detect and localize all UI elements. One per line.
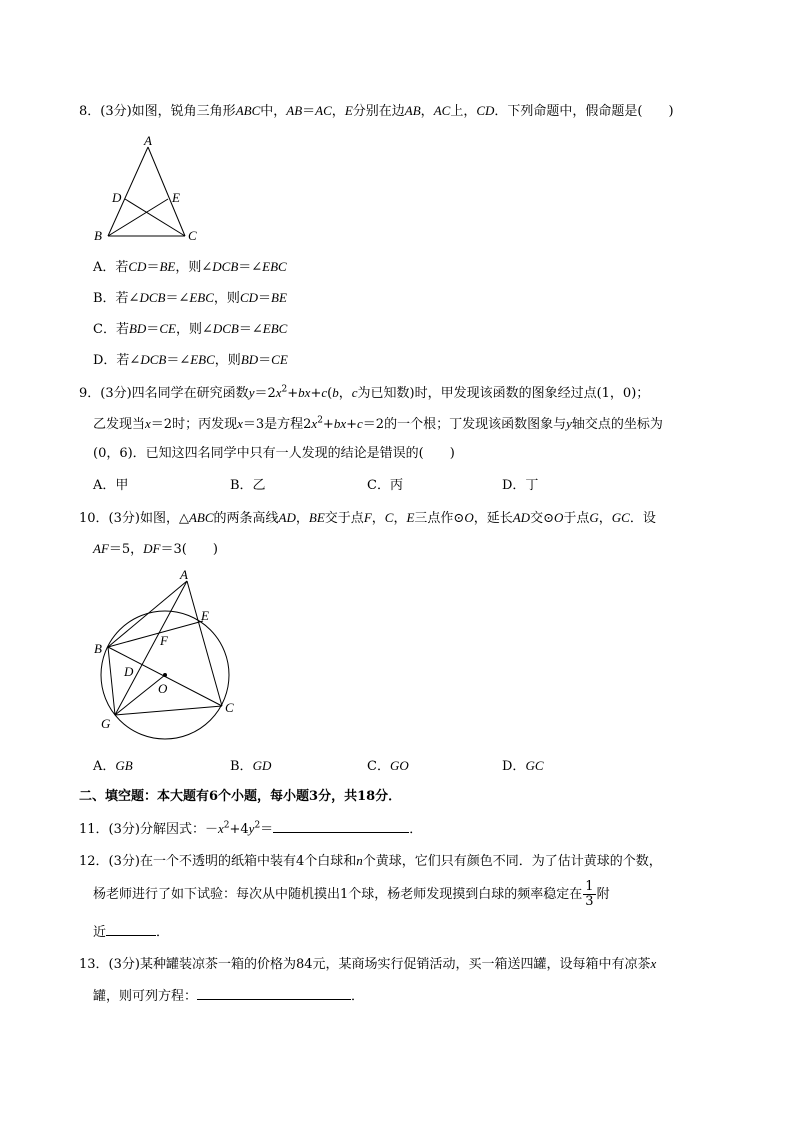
q8-option-d: D．若∠DCB＝∠EBC，则BD＝CE: [93, 352, 288, 368]
q10-label-f: F: [160, 633, 168, 648]
q10-line-2: AF＝5，DF＝3( ): [93, 541, 218, 557]
q10-label-a: A: [180, 567, 188, 582]
q11-line: 11．(3分)分解因式：$-x^2+4y^2=$ ．: [79, 820, 423, 837]
q10-option-d: D．GC: [502, 758, 544, 774]
q13-answer-blank[interactable]: [197, 986, 351, 1000]
q9-line-2: 乙发现当x＝2时；丙发现x＝3是方程$2x^2+bx+c=2$的一个根；丁发现该函数图象与y轴交点的坐标为: [93, 415, 663, 432]
q8-label-e: E: [172, 190, 180, 205]
q8-stem: 8．(3分)如图，锐角三角形ABC中，AB＝AC，E分别在边AB，AC上，CD．下列命题中，假命题是( ): [79, 103, 674, 119]
q9-line-3: (0，6)．已知这四名同学中只有一人发现的结论是错误的( ): [93, 446, 455, 461]
q10-label-d: D: [124, 664, 134, 679]
q9-line-1: 9．(3分)四名同学在研究函数$y=2x^2+bx+c(b$，c为已知数)时，甲发现该函数的图象经过点(1，0)；: [79, 384, 650, 401]
q10-label-e: E: [201, 608, 209, 623]
q10-option-b: B．GD: [230, 758, 272, 774]
q8-option-c: C．若BD＝CE，则∠DCB＝∠EBC: [93, 321, 288, 337]
q10-label-b: B: [94, 641, 102, 656]
q12-line-2: 杨老师进行了如下试验：每次从中随机摸出1个球，杨老师发现摸到白球的频率稳定在 $\frac{1}{3}$ 附: [93, 879, 610, 909]
q12-line-1: 12．(3分)在一个不透明的纸箱中装有4个白球和n个黄球，它们只有颜色不同．为了估计黄球的个数，: [79, 853, 662, 869]
q12-fraction: $\frac{1}{3}$: [585, 879, 594, 909]
q13-line-1: 13．(3分)某种罐装凉茶一箱的价格为84元，某商场实行促销活动，买一箱送四罐，设每箱中有凉茶x: [79, 956, 657, 972]
q8-option-b: B．若∠DCB＝∠EBC，则CD＝BE: [93, 290, 287, 306]
q9-option-a: A．甲: [93, 478, 129, 493]
q8-option-a: A．若CD＝BE，则∠DCB＝∠EBC: [93, 259, 287, 275]
q12-answer-blank[interactable]: [106, 922, 156, 936]
q10-line-1: 10．(3分)如图，△ABC的两条高线AD，BE交于点F，C，E三点作⊙O，延长AD交⊙O于点G，GC．设: [79, 510, 656, 526]
q10-option-a: A．GB: [93, 758, 133, 774]
q8-label-a: A: [144, 133, 152, 148]
q10-option-c: C．GO: [367, 758, 409, 774]
section-2-heading: 二、填空题：本大题有6个小题，每小题3分，共18分．: [79, 789, 402, 804]
q10-label-c: C: [225, 700, 234, 715]
q8-label-d: D: [112, 190, 122, 205]
q8-label-c: C: [188, 228, 197, 243]
q8-figure: [88, 130, 218, 245]
q10-label-o: O: [158, 681, 168, 696]
q10-label-g: G: [101, 716, 111, 731]
q10-figure: [88, 565, 248, 740]
q13-line-2: 罐，则可列方程： ．: [93, 986, 364, 1006]
q12-line-3: 近 ．: [93, 922, 169, 942]
q8-label-b: B: [94, 228, 102, 243]
q9-option-b: B．乙: [230, 478, 266, 493]
q9-option-d: D．丁: [502, 478, 539, 493]
q9-option-c: C．丙: [367, 478, 403, 493]
q11-answer-blank[interactable]: [273, 819, 409, 833]
